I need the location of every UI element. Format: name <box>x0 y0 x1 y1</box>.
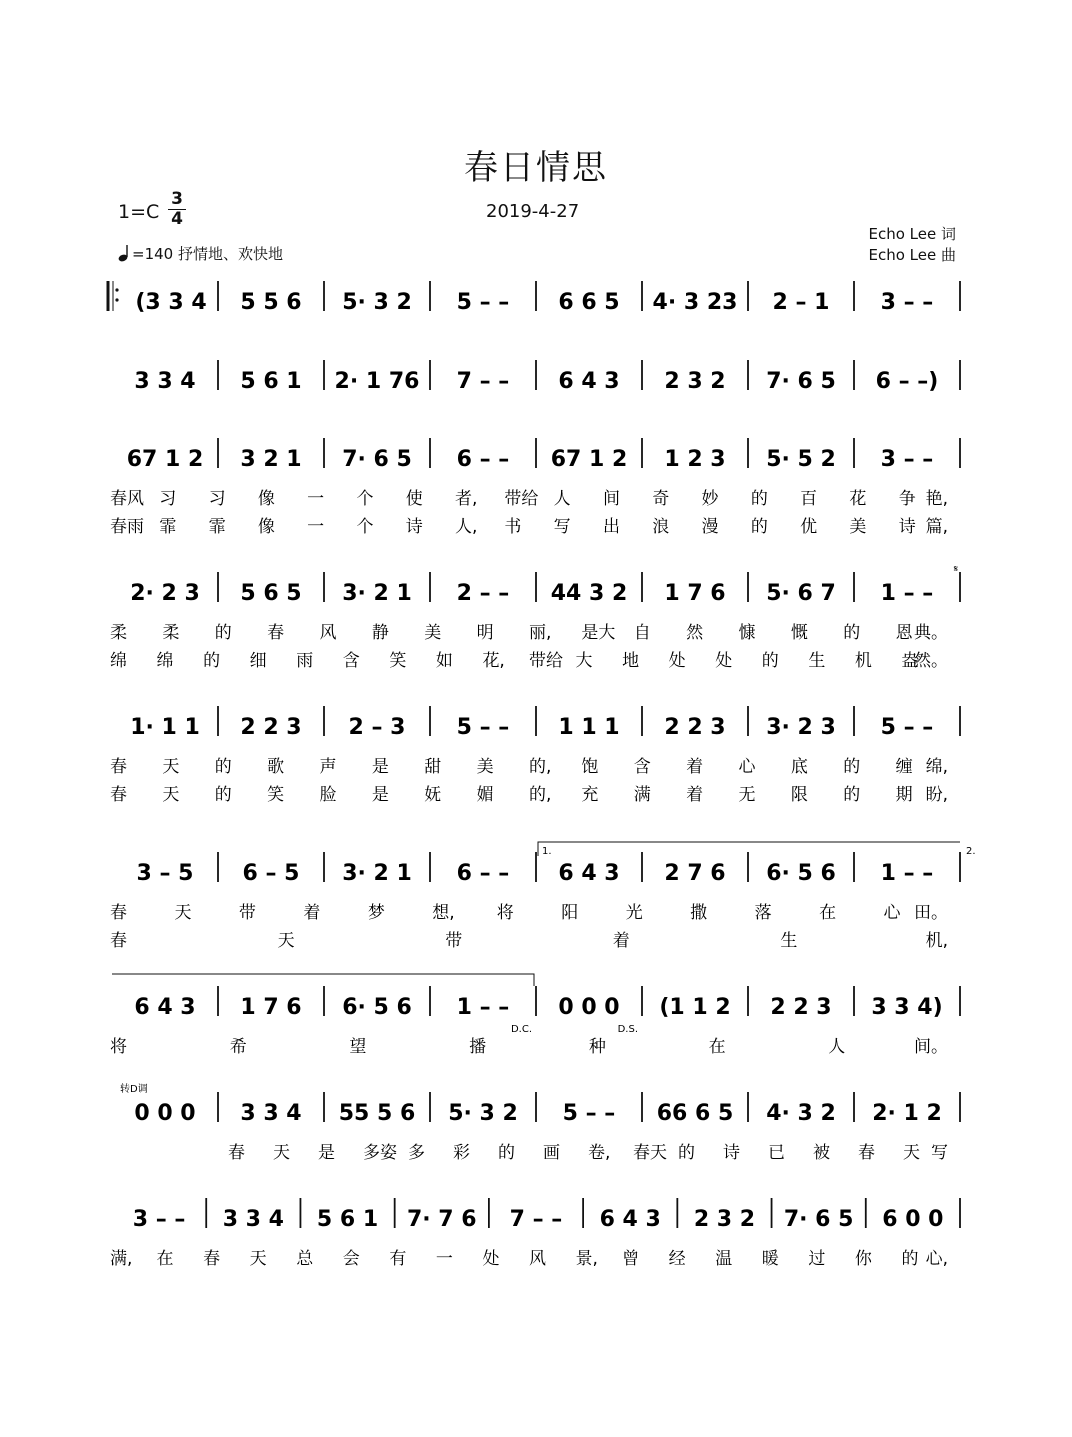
composer-credit: Echo Lee 曲 <box>868 246 956 264</box>
lyric-syllable: 在 <box>708 1037 726 1057</box>
lyric-syllable: 处 <box>715 651 733 671</box>
lyric-syllable: 天 <box>273 1143 290 1163</box>
lyric-syllable: 是 <box>318 1143 335 1163</box>
measure-notes: 7· 7 6 <box>406 1207 477 1232</box>
measure-notes: (3 3 4 <box>135 290 207 315</box>
measure-notes: 2 7 6 <box>664 861 726 886</box>
lyric-syllable: 将 <box>110 1037 127 1057</box>
lyric-syllable: 诗 <box>405 517 423 537</box>
measure-notes: 1 – – <box>456 995 510 1020</box>
lyric-syllable: 卷, <box>588 1143 611 1163</box>
lyric-syllable: 生 <box>808 651 826 671</box>
lyric-syllable: 满 <box>633 785 651 805</box>
measure-notes: 2· 2 3 <box>130 581 200 606</box>
lyric-syllable: 含 <box>342 651 360 671</box>
measure-notes: 2· 1 2 <box>872 1101 942 1126</box>
systems-root <box>108 281 976 1269</box>
measure-notes: 5 6 1 <box>240 369 302 394</box>
lyric-syllable: 争 <box>898 489 916 509</box>
measure-notes: 3 – – <box>132 1207 186 1232</box>
segno-mark: 𝄋 <box>953 564 958 575</box>
lyric-syllable: 大 <box>575 651 593 671</box>
lyric-syllable: 人, <box>455 517 478 537</box>
lyric-syllable: 媚 <box>476 785 494 805</box>
lyric-syllable: 落 <box>754 903 772 923</box>
measure-notes: 3 2 1 <box>240 447 302 472</box>
lyric-syllable: 春 <box>110 903 127 923</box>
lyric-syllable: 有 <box>389 1249 407 1269</box>
lyric-syllable: 播 <box>469 1037 487 1057</box>
lyric-syllable: 妙 <box>701 489 719 509</box>
measure-notes: 2 3 2 <box>664 369 726 394</box>
lyric-syllable: 无 <box>738 785 756 805</box>
lyric-syllable: 的 <box>678 1143 695 1163</box>
measure-notes: 0 0 0 <box>134 1101 196 1126</box>
lyric-syllable: 恩 <box>895 623 913 643</box>
lyric-syllable: 花 <box>849 489 867 509</box>
lyric-syllable: 的 <box>761 651 779 671</box>
measure-notes: 6 6 5 <box>558 290 620 315</box>
lyric-syllable: 花, <box>482 651 505 671</box>
lyric-syllable: 处 <box>482 1249 500 1269</box>
lyric-syllable: 一 <box>307 489 325 509</box>
lyric-syllable: 静 <box>371 623 389 643</box>
lyric-syllable: 自 <box>633 623 651 643</box>
measure-notes: 2 – – <box>456 581 510 606</box>
measure-notes: 6 – – <box>456 861 510 886</box>
lyric-syllable: 美 <box>849 517 867 537</box>
lyric-syllable: 底 <box>790 757 808 777</box>
lyric-syllable: 已 <box>768 1143 785 1163</box>
lyric-syllable: 如 <box>435 651 453 671</box>
lyric-syllable: 个 <box>356 517 374 537</box>
measure-notes: 5 – – <box>880 715 934 740</box>
lyric-syllable: 满, <box>110 1249 133 1269</box>
lyric-syllable: 的 <box>214 785 232 805</box>
measure-notes: 2 – 3 <box>348 715 406 740</box>
lyric-syllable: 笑 <box>389 651 407 671</box>
lyric-syllable: 人 <box>828 1037 846 1057</box>
lyric-syllable: 天 <box>903 1143 920 1163</box>
lyric-syllable: 着 <box>303 903 321 923</box>
measure-notes: 3 3 4) <box>871 995 943 1020</box>
lyric-syllable: 多姿 <box>363 1143 397 1163</box>
lyric-syllable: 典。 <box>914 623 948 643</box>
lyric-syllable: 天 <box>174 903 192 923</box>
measure-notes: 6· 5 6 <box>342 995 412 1020</box>
lyric-syllable: 霏 <box>159 517 177 537</box>
lyric-syllable: 过 <box>808 1249 826 1269</box>
lyric-syllable: 歌 <box>267 757 285 777</box>
lyric-syllable: 天 <box>249 1249 267 1269</box>
lyric-syllable: 的 <box>750 517 768 537</box>
lyric-syllable: 的 <box>843 757 861 777</box>
lyric-syllable: 然。 <box>914 651 948 671</box>
lyric-syllable: 霏 <box>208 517 226 537</box>
lyric-syllable: 生 <box>780 931 798 951</box>
lyric-syllable: 的 <box>843 623 861 643</box>
measure-notes: 1 – – <box>880 581 934 606</box>
lyric-syllable: 处 <box>668 651 686 671</box>
lyric-syllable: 限 <box>790 785 808 805</box>
expression-mark: 抒情地、欢快地 <box>177 245 283 263</box>
lyric-syllable: 彩 <box>453 1143 470 1163</box>
lyric-syllable: 阳 <box>561 903 579 923</box>
lyric-syllable: 的 <box>750 489 768 509</box>
dc-mark: D.C. <box>510 1024 532 1035</box>
measure-notes: 5 – – <box>562 1101 616 1126</box>
song-date: 2019-4-27 <box>486 201 580 222</box>
lyric-syllable: 写 <box>553 517 571 537</box>
lyric-syllable: 画 <box>543 1143 560 1163</box>
lyric-syllable: 浪 <box>652 517 670 537</box>
lyric-syllable: 然 <box>686 623 704 643</box>
lyric-syllable: 的 <box>901 1249 919 1269</box>
lyric-syllable: 写 <box>931 1143 948 1163</box>
lyric-syllable: 艳, <box>925 489 948 509</box>
lyric-syllable: 撒 <box>690 903 708 923</box>
lyric-syllable: 奇 <box>652 489 670 509</box>
lyric-syllable: 带给 <box>504 489 539 509</box>
key-signature: 1=C <box>118 201 160 223</box>
measure-notes: 3 3 4 <box>240 1101 302 1126</box>
lyric-syllable: 盼, <box>925 785 948 805</box>
lyric-syllable: 风 <box>529 1249 546 1269</box>
lyric-syllable: 人 <box>553 489 571 509</box>
measure-notes: 1 – – <box>880 861 934 886</box>
measure-notes: 2 2 3 <box>770 995 832 1020</box>
lyric-syllable: 着 <box>686 757 704 777</box>
lyric-syllable: 期 <box>895 785 913 805</box>
lyric-syllable: 春 <box>110 757 127 777</box>
lyric-syllable: 多 <box>408 1143 425 1163</box>
lyric-syllable: 慷 <box>738 623 756 643</box>
lyric-syllable: 风 <box>319 623 337 643</box>
measure-notes: 67 1 2 <box>126 447 204 472</box>
measure-notes: 1· 1 1 <box>130 715 200 740</box>
lyric-syllable: 曾 <box>622 1249 640 1269</box>
measure-notes: 2 2 3 <box>240 715 302 740</box>
measure-notes: 7· 6 5 <box>766 369 836 394</box>
measure-notes: 6 4 3 <box>558 861 620 886</box>
lyric-syllable: 笑 <box>267 785 285 805</box>
measure-notes: 3 – – <box>880 290 934 315</box>
measure-notes: 6· 5 6 <box>766 861 836 886</box>
measure-notes: 5· 3 2 <box>448 1101 518 1126</box>
lyric-syllable: 像 <box>257 517 275 537</box>
measure-notes: 4· 3 23 <box>652 290 738 315</box>
measure-notes: 5 6 1 <box>316 1207 379 1232</box>
lyric-syllable: 盎 <box>901 651 919 671</box>
lyric-syllable: 柔 <box>110 623 127 643</box>
measure-notes: 67 1 2 <box>550 447 628 472</box>
lyric-syllable: 天 <box>162 785 180 805</box>
lyric-syllable: 慨 <box>790 623 808 643</box>
lyric-syllable: 的 <box>214 757 232 777</box>
lyric-syllable: 春 <box>203 1249 221 1269</box>
lyric-syllable: 春天 <box>633 1143 667 1163</box>
lyric-syllable: 你 <box>854 1249 872 1269</box>
lyric-syllable: 春 <box>267 623 285 643</box>
lyric-syllable: 带 <box>445 931 463 951</box>
lyric-syllable: 雨 <box>296 651 314 671</box>
lyric-syllable: 春风 <box>110 489 144 509</box>
lyric-syllable: 绵 <box>156 651 174 671</box>
repeat-dot <box>115 298 118 301</box>
measure-notes: 6 – – <box>456 447 510 472</box>
lyric-syllable: 优 <box>800 517 818 537</box>
measure-notes: 3 3 4 <box>222 1207 284 1232</box>
lyric-syllable: 总 <box>296 1249 314 1269</box>
tempo-value: =140 <box>132 245 174 263</box>
measure-notes: 2 3 2 <box>693 1207 756 1232</box>
lyric-syllable: 明 <box>476 623 494 643</box>
volta-1-bracket <box>538 842 960 856</box>
lyric-syllable: 美 <box>424 623 442 643</box>
lyric-syllable: 望 <box>349 1037 367 1057</box>
lyric-syllable: 机 <box>854 651 872 671</box>
measure-notes: 7 – – <box>456 369 510 394</box>
lyric-syllable: 着 <box>612 931 630 951</box>
lyric-syllable: 诗 <box>898 517 916 537</box>
repeat-dot <box>115 288 118 291</box>
measure-notes: 3 – 5 <box>136 861 194 886</box>
volta-1-label: 1. <box>542 846 552 857</box>
measure-notes: 44 3 2 <box>550 581 628 606</box>
lyric-syllable: 带 <box>238 903 256 923</box>
measure-notes: 6 4 3 <box>558 369 620 394</box>
lyric-syllable: 春雨 <box>110 517 144 537</box>
lyric-syllable: 含 <box>633 757 651 777</box>
lyric-syllable: 在 <box>156 1249 174 1269</box>
lyric-syllable: 春 <box>228 1143 245 1163</box>
lyric-syllable: 机, <box>925 931 948 951</box>
lyric-syllable: 田。 <box>914 903 948 923</box>
measure-notes: 2· 1 76 <box>334 369 420 394</box>
lyric-syllable: 是 <box>371 785 389 805</box>
measure-notes: 6 4 3 <box>599 1207 661 1232</box>
lyric-syllable: 的 <box>203 651 221 671</box>
lyric-syllable: 充 <box>581 785 599 805</box>
song-title: 春日情思 <box>464 148 608 188</box>
measure-notes: 2 – 1 <box>772 290 830 315</box>
lyric-syllable: 者, <box>455 489 478 509</box>
lyric-syllable: 习 <box>208 489 226 509</box>
lyric-syllable: 地 <box>622 651 640 671</box>
lyric-syllable: 个 <box>356 489 374 509</box>
measure-notes: 6 0 0 <box>882 1207 944 1232</box>
measure-notes: 5 – – <box>456 715 510 740</box>
measure-notes: 55 5 6 <box>338 1101 416 1126</box>
lyric-syllable: 春 <box>110 785 127 805</box>
volta-2-label: 2. <box>966 846 976 857</box>
lyric-syllable: 妩 <box>424 785 442 805</box>
measure-notes: 3· 2 1 <box>342 861 412 886</box>
measure-notes: 5 – – <box>456 290 510 315</box>
measure-notes: 7· 6 5 <box>342 447 412 472</box>
measure-notes: 6 – 5 <box>242 861 300 886</box>
lyric-syllable: 细 <box>249 651 267 671</box>
measure-notes: 6 4 3 <box>134 995 196 1020</box>
measure-notes: 5 5 6 <box>240 290 302 315</box>
lyric-syllable: 像 <box>257 489 275 509</box>
measure-notes: 3· 2 1 <box>342 581 412 606</box>
measure-notes: 6 – –) <box>875 369 939 394</box>
lyric-syllable: 想, <box>432 903 455 923</box>
lyricist-credit: Echo Lee 词 <box>868 225 956 243</box>
measure-notes: 3 – – <box>880 447 934 472</box>
lyric-syllable: 带给 <box>529 651 563 671</box>
measure-notes: 5· 3 2 <box>342 290 412 315</box>
lyric-syllable: 绵, <box>925 757 948 777</box>
lyric-syllable: 心, <box>925 1249 948 1269</box>
measure-notes: 4· 3 2 <box>766 1101 836 1126</box>
lyric-syllable: 被 <box>813 1143 830 1163</box>
lyric-syllable: 习 <box>159 489 177 509</box>
lyric-syllable: 的 <box>843 785 861 805</box>
lyric-syllable: 百 <box>800 489 818 509</box>
key-change-mark: 转D调 <box>120 1084 148 1095</box>
lyric-syllable: 间 <box>602 489 620 509</box>
lyric-syllable: 景, <box>575 1249 598 1269</box>
lyric-syllable: 种 <box>588 1037 606 1057</box>
lyric-syllable: 间。 <box>914 1037 948 1057</box>
lyric-syllable: 漫 <box>701 517 719 537</box>
measure-notes: 0 0 0 <box>558 995 620 1020</box>
lyric-syllable: 心 <box>738 757 756 777</box>
measure-notes: 2 2 3 <box>664 715 726 740</box>
lyric-syllable: 脸 <box>319 785 337 805</box>
lyric-syllable: 饱 <box>581 757 599 777</box>
lyric-syllable: 使 <box>405 489 423 509</box>
lyric-syllable: 春 <box>858 1143 875 1163</box>
lyric-syllable: 春 <box>110 931 127 951</box>
lyric-syllable: 一 <box>435 1249 453 1269</box>
measure-notes: 7· 6 5 <box>783 1207 854 1232</box>
measure-notes: 5· 6 7 <box>766 581 836 606</box>
time-signature-top: 3 <box>171 189 183 209</box>
lyric-syllable: 经 <box>668 1249 686 1269</box>
lyric-syllable: 篇, <box>925 517 948 537</box>
measure-notes: 3 3 4 <box>134 369 196 394</box>
measure-notes: 1 1 1 <box>558 715 620 740</box>
lyric-syllable: 书 <box>504 517 522 537</box>
lyric-syllable: 是 <box>371 757 389 777</box>
lyric-syllable: 出 <box>602 517 620 537</box>
ds-mark: D.S. <box>617 1024 638 1035</box>
measure-notes: 1 7 6 <box>240 995 302 1020</box>
lyric-syllable: 的 <box>498 1143 515 1163</box>
lyric-syllable: 天 <box>162 757 180 777</box>
measure-notes: 3· 2 3 <box>766 715 836 740</box>
lyric-syllable: 一 <box>307 517 325 537</box>
lyric-syllable: 会 <box>342 1249 360 1269</box>
measure-notes: 5· 5 2 <box>766 447 836 472</box>
lyric-syllable: 诗 <box>723 1143 740 1163</box>
volta-2-bracket <box>112 974 534 986</box>
lyric-syllable: 绵 <box>110 651 127 671</box>
measure-notes: 5 6 5 <box>240 581 302 606</box>
lyric-syllable: 柔 <box>162 623 180 643</box>
lyric-syllable: 天 <box>277 931 295 951</box>
measure-notes: 66 6 5 <box>656 1101 734 1126</box>
lyric-syllable: 甜 <box>424 757 442 777</box>
lyric-syllable: 的, <box>529 785 552 805</box>
measure-notes: 1 2 3 <box>664 447 726 472</box>
lyric-syllable: 暖 <box>761 1249 779 1269</box>
lyric-syllable: 梦 <box>367 903 385 923</box>
lyric-syllable: 着 <box>686 785 704 805</box>
lyric-syllable: 是大 <box>581 623 616 643</box>
lyric-syllable: 温 <box>715 1249 733 1269</box>
measure-notes: 7 – – <box>509 1207 563 1232</box>
lyric-syllable: 声 <box>319 757 337 777</box>
lyric-syllable: 的 <box>214 623 232 643</box>
lyric-syllable: 心 <box>883 903 901 923</box>
measure-notes: 1 7 6 <box>664 581 726 606</box>
lyric-syllable: 缠 <box>895 757 913 777</box>
lyric-syllable: 丽, <box>529 623 552 643</box>
lyric-syllable: 希 <box>229 1037 247 1057</box>
time-signature-bottom: 4 <box>171 209 183 229</box>
lyric-syllable: 光 <box>625 903 643 923</box>
lyric-syllable: 的, <box>529 757 552 777</box>
lyric-syllable: 将 <box>496 903 514 923</box>
lyric-syllable: 美 <box>476 757 494 777</box>
lyric-syllable: 在 <box>819 903 837 923</box>
measure-notes: (1 1 2 <box>659 995 731 1020</box>
